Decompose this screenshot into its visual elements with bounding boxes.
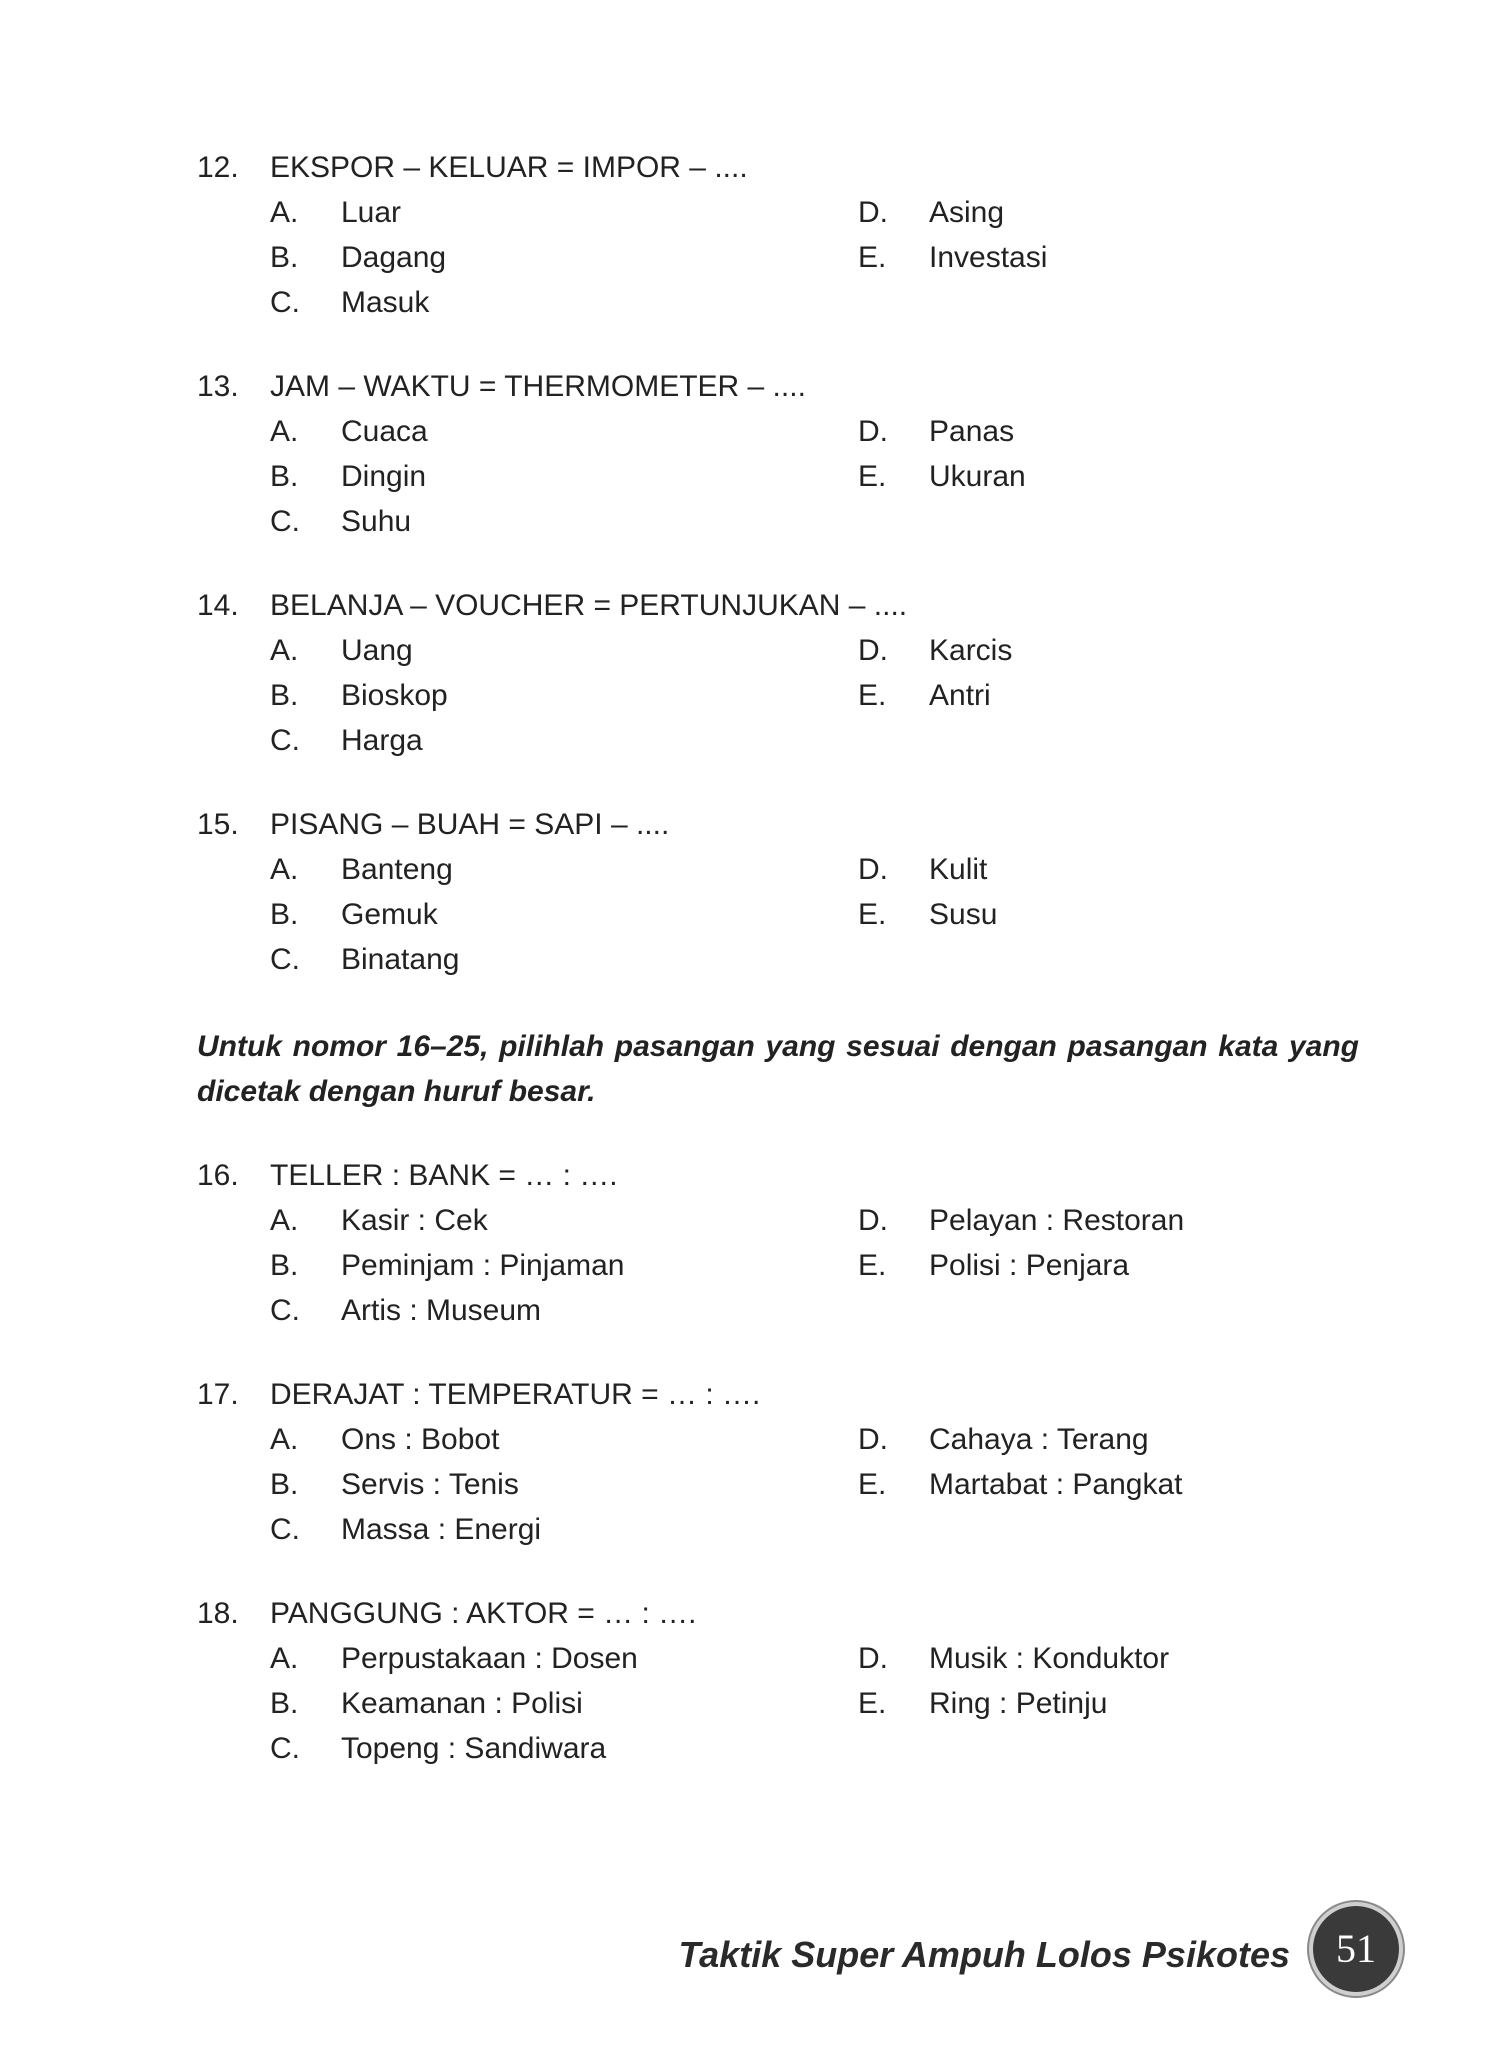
option-a: A. Cuaca [270, 415, 428, 448]
option-a: A. Banteng [270, 853, 453, 886]
option-e: E. Ring : Petinju [858, 1687, 1108, 1720]
question-text: JAM – WAKTU = THERMOMETER – .... [270, 370, 806, 403]
question-number: 15. [197, 808, 239, 841]
option-c: C. Artis : Museum [270, 1294, 542, 1327]
question-text: BELANJA – VOUCHER = PERTUNJUKAN – .... [270, 589, 908, 622]
option-c: C. Massa : Energi [270, 1513, 542, 1546]
question-stem [197, 802, 669, 847]
option-c: C. Harga [270, 724, 423, 757]
question-number: 14. [197, 589, 239, 622]
option-c: C. Suhu [270, 505, 412, 538]
option-b: B. Peminjam : Pinjaman [270, 1249, 625, 1282]
option-e: E. Susu [858, 898, 998, 931]
question-number: 18. [197, 1597, 239, 1630]
option-a: A. Luar [270, 196, 402, 229]
question-text: DERAJAT : TEMPERATUR = … : …. [270, 1378, 761, 1411]
option-d: D. Pelayan : Restoran [858, 1204, 1185, 1237]
page-number-badge [1313, 1906, 1399, 1992]
option-a: A. Ons : Bobot [270, 1423, 500, 1456]
question-text: EKSPOR – KELUAR = IMPOR – .... [270, 151, 748, 184]
option-a: A. Kasir : Cek [270, 1204, 488, 1237]
option-e: E. Polisi : Penjara [858, 1249, 1130, 1282]
option-e: E. Antri [858, 679, 991, 712]
option-b: B. Dingin [270, 460, 427, 493]
option-a: A. Perpustakaan : Dosen [270, 1642, 638, 1675]
option-b: B. Dagang [270, 241, 447, 274]
option-b: B. Servis : Tenis [270, 1468, 519, 1501]
question-stem [197, 1153, 618, 1198]
option-d: D. Musik : Konduktor [858, 1642, 1170, 1675]
option-c: C. Binatang [270, 943, 460, 976]
option-b: B. Keamanan : Polisi [270, 1687, 583, 1720]
question-stem [197, 364, 806, 409]
option-d: D. Karcis [858, 634, 1013, 667]
option-c: C. Topeng : Sandiwara [270, 1732, 607, 1765]
book-title: Taktik Super Ampuh Lolos Psikotes [678, 1934, 1290, 1975]
question-number: 16. [197, 1159, 239, 1192]
question-text: TELLER : BANK = … : …. [270, 1159, 618, 1192]
question-number: 17. [197, 1378, 239, 1411]
question-stem [197, 1591, 696, 1636]
option-d: D. Asing [858, 196, 1005, 229]
option-d: D. Panas [858, 415, 1015, 448]
question-number: 13. [197, 370, 239, 403]
question-number: 12. [197, 151, 239, 184]
option-b: B. Gemuk [270, 898, 438, 931]
question-stem [197, 145, 748, 190]
question-text: PISANG – BUAH = SAPI – .... [270, 808, 670, 841]
question-stem [197, 583, 907, 628]
option-e: E. Martabat : Pangkat [858, 1468, 1183, 1501]
option-b: B. Bioskop [270, 679, 448, 712]
instruction-text: Untuk nomor 16–25, pilihlah pasangan yang sesuai dengan pasangan kata yang dicetak dengan huruf besar. [197, 1030, 1359, 1108]
option-a: A. Uang [270, 634, 413, 667]
option-c: C. Masuk [270, 286, 430, 319]
page-number: 51 [1336, 1926, 1376, 1971]
question-text: PANGGUNG : AKTOR = … : …. [270, 1597, 697, 1630]
question-stem [197, 1372, 760, 1417]
option-e: E. Investasi [858, 241, 1048, 274]
option-d: D. Cahaya : Terang [858, 1423, 1149, 1456]
option-d: D. Kulit [858, 853, 988, 886]
option-e: E. Ukuran [858, 460, 1026, 493]
